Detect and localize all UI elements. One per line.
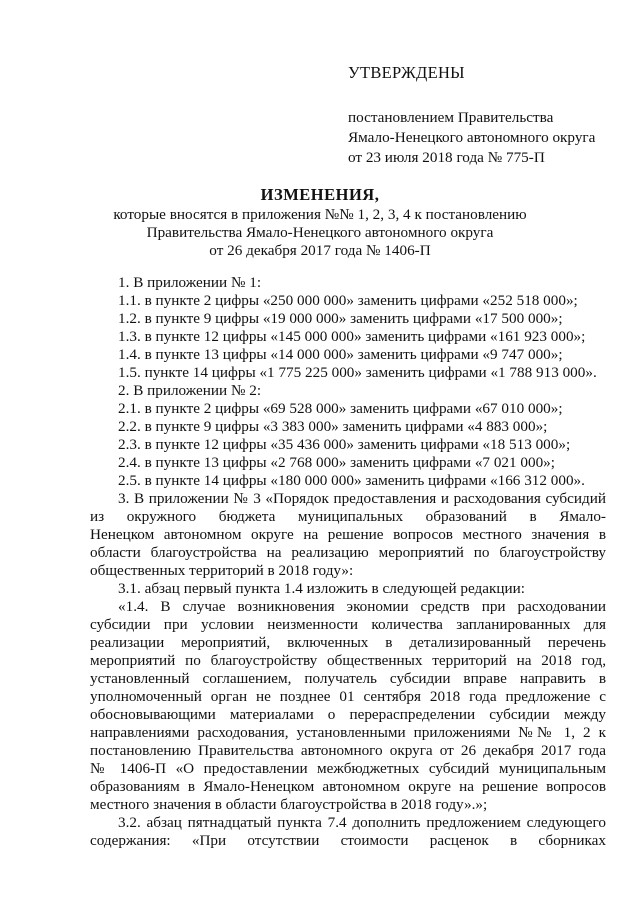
body-line: 1.1. в пункте 2 цифры «250 000 000» заменить цифрами «252 518 000»; [118, 292, 578, 309]
title-line: которые вносятся в приложения №№ 1, 2, 3, 4 к постановлению [113, 206, 527, 223]
body-line: реализации мероприятий, включенных в детализированный перечень [90, 634, 606, 651]
title-line: от 26 декабря 2017 года № 1406-П [209, 242, 431, 259]
body-line: 2.4. в пункте 13 цифры «2 768 000» заменить цифрами «7 021 000»; [118, 454, 555, 471]
body-line: 1.3. в пункте 12 цифры «145 000 000» заменить цифрами «161 923 000»; [118, 328, 586, 345]
body-line: субсидии при условии неизменности количества запланированных для [90, 616, 606, 633]
title-caption: ИЗМЕНЕНИЯ, [260, 185, 380, 204]
body-line: области благоустройства на реализацию мероприятий по благоустройству [90, 544, 606, 561]
body-line: содержания: «При отсутствии стоимости расценок в сборниках [90, 832, 606, 849]
approval-heading: УТВЕРЖДЕНЫ [348, 63, 465, 82]
body-line: 3.1. абзац первый пункта 1.4 изложить в следующей редакции: [118, 580, 525, 597]
body-line: 3. В приложении № 3 «Порядок предоставления и расходования субсидий [118, 490, 606, 507]
body-line: 2.2. в пункте 9 цифры «3 383 000» заменить цифрами «4 883 000»; [118, 418, 548, 435]
approval-line: постановлением Правительства [348, 109, 554, 126]
body-line: № 1406-П «О предоставлении межбюджетных субсидий муниципальным [90, 760, 606, 777]
body-line: 2.1. в пункте 2 цифры «69 528 000» заменить цифрами «67 010 000»; [118, 400, 563, 417]
approval-stamp [348, 64, 628, 168]
document-title [0, 186, 640, 260]
body-line: мероприятий по благоустройству общественных территорий на 2018 год, [90, 652, 606, 669]
title-line: Правительства Ямало-Ненецкого автономного округа [146, 224, 494, 241]
body-line: 2. В приложении № 2: [118, 382, 262, 399]
body-line: 3.2. абзац пятнадцатый пункта 7.4 дополнить предложением следующего [118, 814, 606, 831]
body-line: общественных территорий в 2018 году»: [90, 562, 354, 579]
approval-line: Ямало-Ненецкого автономного округа [348, 129, 596, 146]
body-line: установленный соглашением, получатель субсидии вправе направить в [90, 670, 606, 687]
body-line: из окружного бюджета муниципальных образований в Ямало- [90, 508, 606, 525]
body-line: «1.4. В случае возникновения экономии средств при расходовании [118, 598, 606, 615]
body-line: уполномоченный орган не позднее 01 сентября 2018 года предложение с [90, 688, 606, 705]
body-line: местного значения в области благоустройства в 2018 году».»; [90, 796, 488, 813]
body-line: направлениями расходования, установленными приложениями №№ 1, 2 к [90, 724, 606, 741]
approval-line: от 23 июля 2018 года № 775-П [348, 149, 545, 166]
body-line: 1. В приложении № 1: [118, 274, 262, 291]
body-line: 1.2. в пункте 9 цифры «19 000 000» заменить цифрами «17 500 000»; [118, 310, 563, 327]
document-body [90, 274, 606, 850]
body-line: 2.3. в пункте 12 цифры «35 436 000» заменить цифрами «18 513 000»; [118, 436, 571, 453]
body-line: обосновывающими материалами о перераспределении субсидии между [90, 706, 606, 723]
body-line: 1.4. в пункте 13 цифры «14 000 000» заменить цифрами «9 747 000»; [118, 346, 563, 363]
body-line: Ненецком автономном округе на решение вопросов местного значения в [90, 526, 606, 543]
body-line: 1.5. пункте 14 цифры «1 775 225 000» заменить цифрами «1 788 913 000». [118, 364, 597, 381]
body-line: 2.5. в пункте 14 цифры «180 000 000» заменить цифрами «166 312 000». [118, 472, 585, 489]
body-line: постановлению Правительства автономного округа от 26 декабря 2017 года [90, 742, 606, 759]
body-line: образованиям в Ямало-Ненецком автономном округе на решение вопросов [90, 778, 606, 795]
